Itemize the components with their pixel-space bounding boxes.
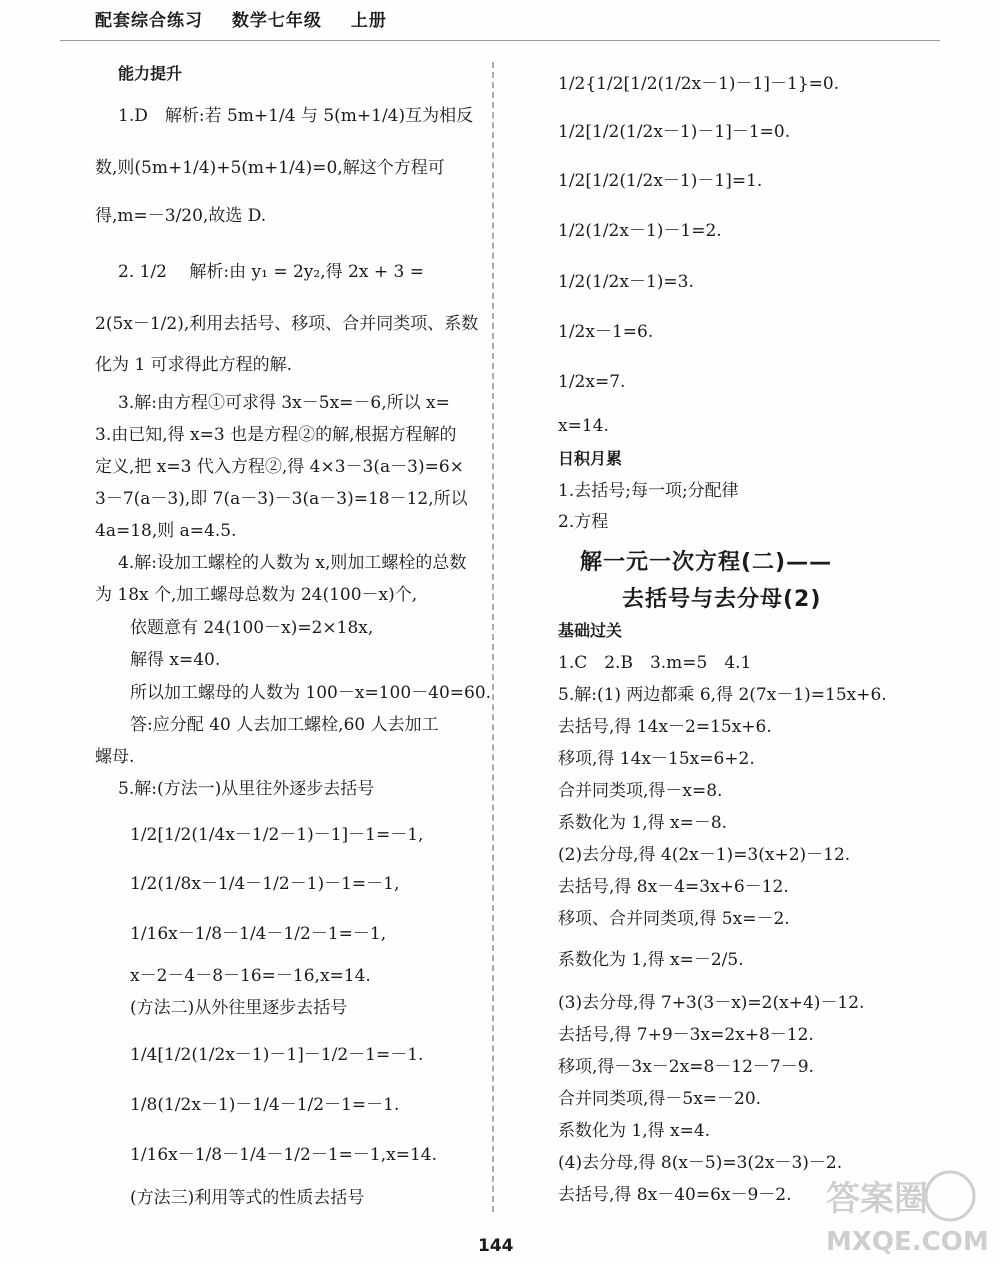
text-line: 去括号,得 7+9－3x=2x+8－12. <box>558 1025 814 1045</box>
text-line: 2. 1/2 解析:由 y₁ = 2y₂,得 2x + 3 = <box>118 262 424 282</box>
text-line: 去括号,得 14x－2=15x+6. <box>558 717 772 737</box>
text-line: 化为 1 可求得此方程的解. <box>95 355 293 375</box>
section-title-line1: 解一元一次方程(二)—— <box>580 550 833 575</box>
section-title-line2: 去括号与去分母(2) <box>622 587 822 612</box>
page-number: 144 <box>478 1236 514 1256</box>
subject-title: 数学七年级 <box>231 11 322 31</box>
text-line: 依题意有 24(100－x)=2×18x, <box>130 618 374 638</box>
text-line: (2)去分母,得 4(2x－1)=3(x+2)－12. <box>558 845 851 865</box>
text-line: 系数化为 1,得 x=4. <box>558 1121 711 1141</box>
equation-line: 1/2[1/2(1/2x－1)－1]－1=0. <box>558 122 791 142</box>
text-line: 答:应分配 40 人去加工螺栓,60 人去加工 <box>130 715 439 735</box>
equation-line: 1/2(1/2x－1)=3. <box>558 272 694 292</box>
text-line: 解得 x=40. <box>130 650 221 670</box>
equation-line: 1/4[1/2(1/2x－1)－1]－1/2－1=－1. <box>130 1045 424 1065</box>
text-line: 1.C 2.B 3.m=5 4.1 <box>558 653 752 673</box>
watermark-logo <box>820 1168 990 1258</box>
text-line: 为 18x 个,加工螺母总数为 24(100－x)个, <box>95 585 418 605</box>
text-line: (方法三)利用等式的性质去括号 <box>130 1188 365 1208</box>
page-header <box>95 6 409 31</box>
text-line: 2(5x－1/2),利用去括号、移项、合并同类项、系数 <box>95 314 479 334</box>
equation-line: 1/16x－1/8－1/4－1/2－1=－1,x=14. <box>130 1145 437 1165</box>
text-line: 移项、合并同类项,得 5x=－2. <box>558 909 790 929</box>
text-line: 5.解:(方法一)从里往外逐步去括号 <box>118 779 375 799</box>
equation-line: x=14. <box>558 416 609 436</box>
equation-line: 1/2(1/2x－1)－1=2. <box>558 221 722 241</box>
text-line: 1.D 解析:若 5m+1/4 与 5(m+1/4)互为相反 <box>118 106 474 126</box>
text-line: 2.方程 <box>558 512 609 532</box>
section-heading: 能力提升 <box>118 64 183 83</box>
text-line: 去括号,得 8x－40=6x－9－2. <box>558 1185 792 1205</box>
text-line: 5.解:(1) 两边都乘 6,得 2(7x－1)=15x+6. <box>558 685 887 705</box>
text-line: 去括号,得 8x－4=3x+6－12. <box>558 877 789 897</box>
equation-line: 1/2[1/2(1/2x－1)－1]=1. <box>558 171 763 191</box>
book-title: 配套综合练习 <box>95 11 203 31</box>
watermark-bottom: MXQE.COM <box>826 1227 989 1257</box>
equation-line: 1/2x=7. <box>558 372 626 392</box>
text-line: (3)去分母,得 7+3(3－x)=2(x+4)－12. <box>558 993 865 1013</box>
text-line: 所以加工螺母的人数为 100－x=100－40=60. <box>130 683 492 703</box>
text-line: 得,m=－3/20,故选 D. <box>95 206 267 226</box>
equation-line: 1/2x－1=6. <box>558 322 654 342</box>
text-line: 螺母. <box>95 747 135 767</box>
text-line: 4a=18,则 a=4.5. <box>95 521 237 541</box>
text-line: 3.解:由方程①可求得 3x－5x=－6,所以 x= <box>118 393 450 413</box>
column-divider <box>492 62 494 1212</box>
text-line: 4.解:设加工螺栓的人数为 x,则加工螺栓的总数 <box>118 553 467 573</box>
text-line: 数,则(5m+1/4)+5(m+1/4)=0,解这个方程可 <box>95 158 445 178</box>
text-line: 3.由已知,得 x=3 也是方程②的解,根据方程解的 <box>95 425 457 445</box>
volume-title: 上册 <box>350 11 387 31</box>
equation-line: x－2－4－8－16=－16,x=14. <box>130 966 371 986</box>
text-line: 移项,得 14x－15x=6+2. <box>558 749 755 769</box>
text-line: 合并同类项,得－x=8. <box>558 781 723 801</box>
text-line: (方法二)从外往里逐步去括号 <box>130 998 348 1018</box>
equation-line: 1/2{1/2[1/2(1/2x－1)－1]－1}=0. <box>558 74 840 94</box>
watermark-top: 答案圈 <box>826 1179 928 1219</box>
text-line: (4)去分母,得 8(x－5)=3(2x－3)－2. <box>558 1153 843 1173</box>
text-line: 1.去括号;每一项;分配律 <box>558 481 739 501</box>
text-line: 移项,得－3x－2x=8－12－7－9. <box>558 1057 814 1077</box>
text-line: 系数化为 1,得 x=－8. <box>558 813 728 833</box>
equation-line: 1/8(1/2x－1)－1/4－1/2－1=－1. <box>130 1095 400 1115</box>
equation-line: 系数化为 1,得 x=－2/5. <box>558 950 744 970</box>
equation-line: 1/2[1/2(1/4x－1/2－1)－1]－1=－1, <box>130 825 424 845</box>
section-heading: 日积月累 <box>558 449 623 468</box>
section-heading: 基础过关 <box>558 621 623 640</box>
text-line: 合并同类项,得－5x=－20. <box>558 1089 762 1109</box>
equation-line: 1/2(1/8x－1/4－1/2－1)－1=－1, <box>130 874 400 894</box>
text-line: 3－7(a－3),即 7(a－3)－3(a－3)=18－12,所以 <box>95 489 468 509</box>
text-line: 定义,把 x=3 代入方程②,得 4×3－3(a－3)=6× <box>95 457 464 477</box>
equation-line: 1/16x－1/8－1/4－1/2－1=－1, <box>130 924 387 944</box>
header-rule <box>60 40 940 41</box>
